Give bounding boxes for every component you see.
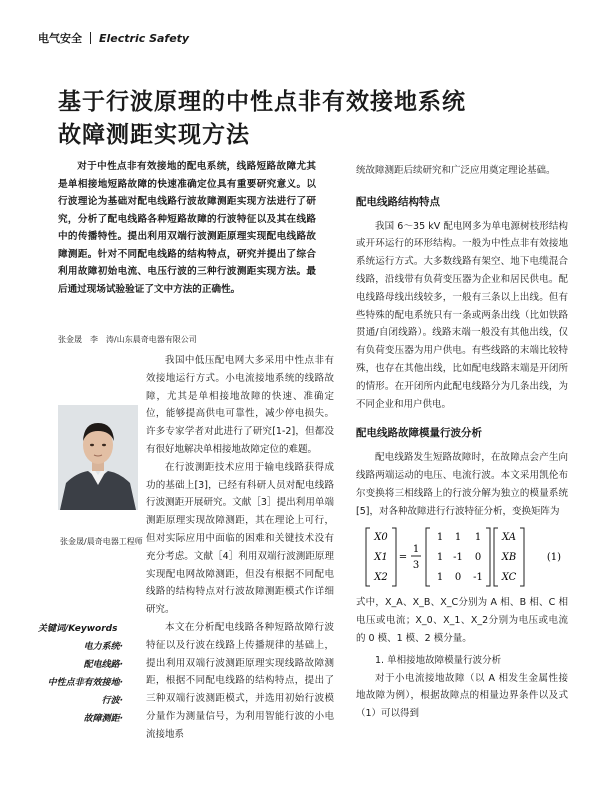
lhs-0: X0	[374, 532, 388, 544]
m-11: -1	[453, 552, 463, 564]
frac-num: 1	[412, 544, 420, 556]
matrix-equation	[356, 522, 568, 592]
m-20: 1	[436, 572, 444, 584]
body-paragraph: 本文在分析配电线路各种短路故障行波特征以及行波在线路上传播规律的基础上，提出利用双端行波测距原理实现线路故障测距，根据不同配电线路的结构特点，提出了三种双端行波测距模式，并选用初始行波模分量作为测量信号，为利用智能行波的小电流接地系	[146, 621, 334, 740]
body-paragraph: 我国 6～35 kV 配电网多为单电源树枝形结构或开环运行的环形结构。一般为中性点非有效接地系统运行方式。大多数线路有架空、地下电缆混合线路，沿线带有负荷变压器为企业和居民供电。配电线路母线出线较多，一般有三条以上出线。但有些特殊的配电系统只有一条或两条出线（比如铁路贯通/自闭线路）。线路末端一般没有其他出线，仅有负荷变压器为用户供电。有些线路的末端比较特殊，也存在其他出线，比如配电线路末端是开闭所的情形。在开闭所内此配电线路分为几条出线，为不同企业和用户供电。	[356, 220, 568, 410]
equation-1	[356, 522, 568, 592]
photo-caption: 张金晟/晨奇电器工程师	[60, 537, 143, 546]
m-12: 0	[474, 552, 482, 564]
section-heading: 配电线路故障模量行波分析	[356, 427, 482, 440]
section-header	[38, 30, 189, 46]
body-column-2	[356, 162, 568, 723]
body-paragraph: 配电线路发生短路故障时，在故障点会产生向线路两端运动的电压、电流行波。本文采用凯伦布尔变换将三相线路上的行波分解为独立的模量系统[5]，对各种故障进行行波特征分析，变换矩阵为	[356, 452, 568, 517]
lhs-2: X2	[374, 572, 388, 584]
body-column-1	[146, 352, 334, 744]
frac-den: 3	[412, 560, 420, 572]
title-line-2: 故障测距实现方法	[58, 121, 250, 148]
subsection-heading: 1. 单相接地故障模量行波分析	[375, 654, 502, 666]
section-heading: 配电线路结构特点	[356, 195, 440, 208]
m-00: 1	[436, 532, 444, 544]
portrait-image	[58, 405, 138, 510]
body-paragraph: 在行波测距技术应用于输电线路获得成功的基础上[3]，已经有科研人员对配电线路行波测距开展研究。文献［3］提出利用单端测距原理实现故障测距，其在理论上可行，但对实际应用中面临的困难和关键技术没有充分考虑。文献［4］利用双端行波测距原理实现配电网故障测距，但没有根据不同配电线路的结构特点对行波故障测距模式作详细研究。	[146, 461, 334, 616]
rhs-2: XC	[501, 572, 517, 584]
body-paragraph: 我国中低压配电网大多采用中性点非有效接地运行方式。小电流接地系统的线路故障，尤其是单相接地故障的快速、准确定位，能够提高供电可靠性，减少停电损失。许多专家学者对此进行了研究[1-2]，但都没有很好地解决单相接地故障定位的难题。	[146, 355, 334, 455]
body-paragraph: 对于小电流接地故障（以 A 相发生金属性接地故障为例），根据故障点的相量边界条件以及式（1）可以得到	[356, 672, 568, 720]
lhs-1: X1	[374, 552, 388, 564]
equation-number: (1)	[546, 552, 562, 564]
header-divider	[90, 32, 91, 44]
svg-text:=: =	[398, 552, 408, 564]
rhs-1: XB	[501, 552, 517, 564]
keyword-item: 电力系统·	[83, 642, 123, 652]
keywords-block	[38, 620, 123, 728]
body-paragraph: 统故障测距后续研究和广泛应用奠定理论基础。	[356, 165, 556, 176]
m-01: 1	[454, 532, 462, 544]
rhs-0: XA	[502, 532, 516, 544]
header-cn: 电气安全	[38, 32, 82, 45]
keyword-item: 故障测距·	[83, 714, 123, 724]
keyword-item: 中性点非有效接地·	[47, 678, 123, 688]
title-line-1: 基于行波原理的中性点非有效接地系统	[58, 88, 466, 115]
body-paragraph: 式中，X_A、X_B、X_C分别为 A 相、B 相、C 相电压或电流；X_0、X_1、X_2分别为电压或电流的 0 模、1 模、2 模分量。	[356, 597, 568, 644]
header-en: Electric Safety	[99, 32, 190, 45]
m-21: 0	[454, 572, 462, 584]
m-22: -1	[473, 572, 483, 584]
authors: 张金晟 李 涛/山东晨奇电器有限公司	[58, 335, 197, 344]
m-10: 1	[436, 552, 444, 564]
author-photo	[58, 405, 138, 510]
m-02: 1	[474, 532, 482, 544]
article-title	[58, 85, 538, 151]
keyword-item: 行波·	[101, 696, 123, 706]
abstract: 对于中性点非有效接地的配电系统，线路短路故障尤其是单相接地短路故障的快速准确定位具有重要研究意义。以行波理论为基础对配电线路行波故障测距实现方法进行了研究，分析了配电线路各种短路故障的行波特征以及其在线路中的传播特性。提出利用双端行波测距原理实现配电线路故障测距。针对不同配电线路的结构特点，研究并提出了综合利用故障初始电流、电压行波的三种行波测距实现方法。最后通过现场试验验证了文中方法的正确性。	[58, 161, 316, 295]
keyword-item: 配电线路·	[83, 660, 123, 670]
keywords-label: 关键词/Keywords	[38, 624, 118, 634]
